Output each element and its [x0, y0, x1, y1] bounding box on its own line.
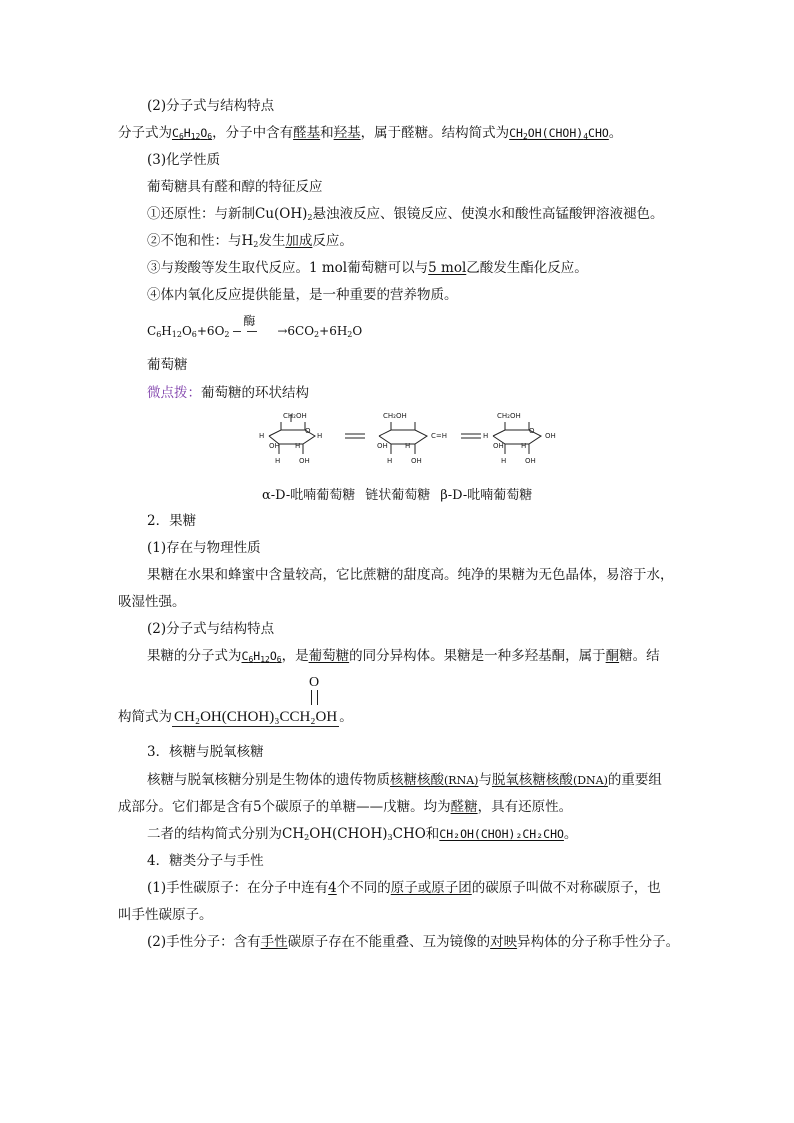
- paragraph: (2)手性分子：含有手性碳原子存在不能重叠、互为镜像的对映异构体的分子称手性分子。: [147, 934, 680, 950]
- fructose-structural-formula: O CH₂OH(CHOH)₃CCH₂OH: [174, 675, 338, 725]
- underlined-answer: 葡萄糖: [308, 648, 350, 664]
- underlined-answer: 对映: [490, 934, 518, 950]
- section-heading: (2)分子式与结构特点: [147, 621, 275, 637]
- svg-text:OH: OH: [411, 457, 422, 465]
- paragraph: ①还原性：与新制$Cu(OH)_2$悬浊液反应、银镜反应、使溴水和酸性高锰酸钾溶液褪色。: [147, 206, 664, 222]
- reaction-equation: $C_6H_{12}O_6+6O_2$ 酶 $\to 6CO_2+6H_2O$: [147, 313, 363, 339]
- svg-text:O: O: [305, 427, 311, 435]
- svg-text:H: H: [405, 442, 411, 450]
- carbonyl-oxygen: O: [309, 675, 320, 690]
- diagram-caption: α-D-吡喃葡萄糖 链状葡萄糖 β-D-吡喃葡萄糖: [262, 488, 533, 503]
- underlined-answer: 5 mol: [428, 260, 467, 276]
- svg-text:CH₂OH: CH₂OH: [383, 412, 407, 420]
- section-heading: (1)存在与物理性质: [147, 540, 261, 556]
- paragraph: 核糖与脱氧核糖分别是生物体的遗传物质核糖核酸(RNA)与脱氧核糖核酸(DNA)的重要组: [147, 772, 662, 788]
- svg-text:OH: OH: [493, 442, 504, 450]
- tip-line: 微点拨：葡萄糖的环状结构: [147, 385, 309, 401]
- section-heading: 3．核糖与脱氧核糖: [147, 744, 264, 760]
- svg-text:C=H: C=H: [431, 432, 448, 440]
- svg-text:H: H: [275, 457, 281, 465]
- svg-text:H: H: [259, 432, 265, 440]
- glucose-formula-line: 分子式为$C_6H_{12}O_6$，分子中含有醛基和羟基，属于醛糖。结构简式为$CH_2OH(CHOH)_4CHO$。: [118, 125, 623, 141]
- underlined-answer: 醛糖: [450, 799, 478, 815]
- svg-text:CH₂OH: CH₂OH: [283, 412, 307, 420]
- svg-text:OH: OH: [377, 442, 388, 450]
- section-heading: 2．果糖: [147, 513, 197, 529]
- underlined-answer: 核糖核酸(RNA): [390, 772, 479, 788]
- section-heading: 4．糖类分子与手性: [147, 853, 264, 869]
- svg-text:O: O: [529, 427, 535, 435]
- paragraph: 吸湿性强。: [118, 594, 186, 610]
- paragraph: 二者的结构简式分别为$CH_2OH(CHOH)_3CHO$和CH₂OH(CHOH)₂CH₂CHO。: [147, 826, 578, 842]
- paragraph: 叫手性碳原子。: [118, 907, 213, 923]
- underlined-answer: 加成: [285, 233, 313, 249]
- section-heading: (3)化学性质: [147, 152, 221, 168]
- underlined-answer: 手性: [260, 934, 288, 950]
- paragraph: 成部分。它们都是含有5个碳原子的单糖——戊糖。均为醛糖，具有还原性。: [118, 799, 573, 815]
- underlined-answer: 醛基: [293, 125, 321, 141]
- paragraph: ②不饱和性：与$H_2$发生加成反应。: [147, 233, 353, 249]
- glucose-structures-diagram: [255, 408, 575, 482]
- underlined-answer: 酮: [605, 648, 620, 664]
- underlined-answer: 原子或原子团: [390, 880, 472, 896]
- paragraph: ③与羧酸等发生取代反应。1 mol葡萄糖可以与5 mol乙酸发生酯化反应。: [147, 260, 588, 276]
- svg-text:H: H: [387, 457, 393, 465]
- svg-text:OH: OH: [545, 432, 556, 440]
- underlined-answer: $CH_2OH(CHOH)_4CHO$: [509, 126, 609, 141]
- svg-text:CH₂OH: CH₂OH: [497, 412, 521, 420]
- underlined-answer: CH₂OH(CHOH)₂CH₂CHO: [439, 827, 564, 841]
- paragraph: 葡萄糖具有醛和醇的特征反应: [147, 179, 323, 195]
- svg-text:OH: OH: [299, 457, 310, 465]
- svg-text:OH: OH: [269, 442, 280, 450]
- svg-text:H: H: [501, 457, 507, 465]
- fructose-structure-line: 构简式为 O CH₂OH(CHOH)₃CCH₂OH 。: [118, 675, 353, 725]
- reaction-arrow: [233, 313, 277, 338]
- underlined-answer: 羟基: [333, 125, 361, 141]
- section-heading: (2)分子式与结构特点: [147, 98, 275, 114]
- tip-label: 微点拨：: [147, 385, 201, 401]
- paragraph: (1)手性碳原子：在分子中连有4个不同的原子或原子团的碳原子叫做不对称碳原子，也: [147, 880, 661, 896]
- paragraph: ④体内氧化反应提供能量，是一种重要的营养物质。: [147, 287, 458, 303]
- svg-text:H: H: [483, 432, 489, 440]
- enzyme-label: 酶: [243, 313, 256, 328]
- underlined-answer: 4: [328, 880, 337, 896]
- paragraph: 果糖在水果和蜂蜜中含量较高，它比蔗糖的甜度高。纯净的果糖为无色晶体，易溶于水，: [147, 567, 674, 583]
- underlined-answer: 脱氧核糖核酸(DNA): [491, 772, 608, 788]
- svg-text:H: H: [295, 442, 301, 450]
- paragraph: 葡萄糖: [147, 357, 188, 373]
- paragraph: 果糖的分子式为$C_6H_{12}O_6$，是葡萄糖的同分异构体。果糖是一种多羟基酮，属于酮糖。结: [147, 648, 660, 664]
- svg-text:OH: OH: [525, 457, 536, 465]
- svg-text:H: H: [521, 442, 527, 450]
- underlined-answer: $C_6H_{12}O_6$: [241, 649, 282, 664]
- svg-text:H: H: [317, 432, 323, 440]
